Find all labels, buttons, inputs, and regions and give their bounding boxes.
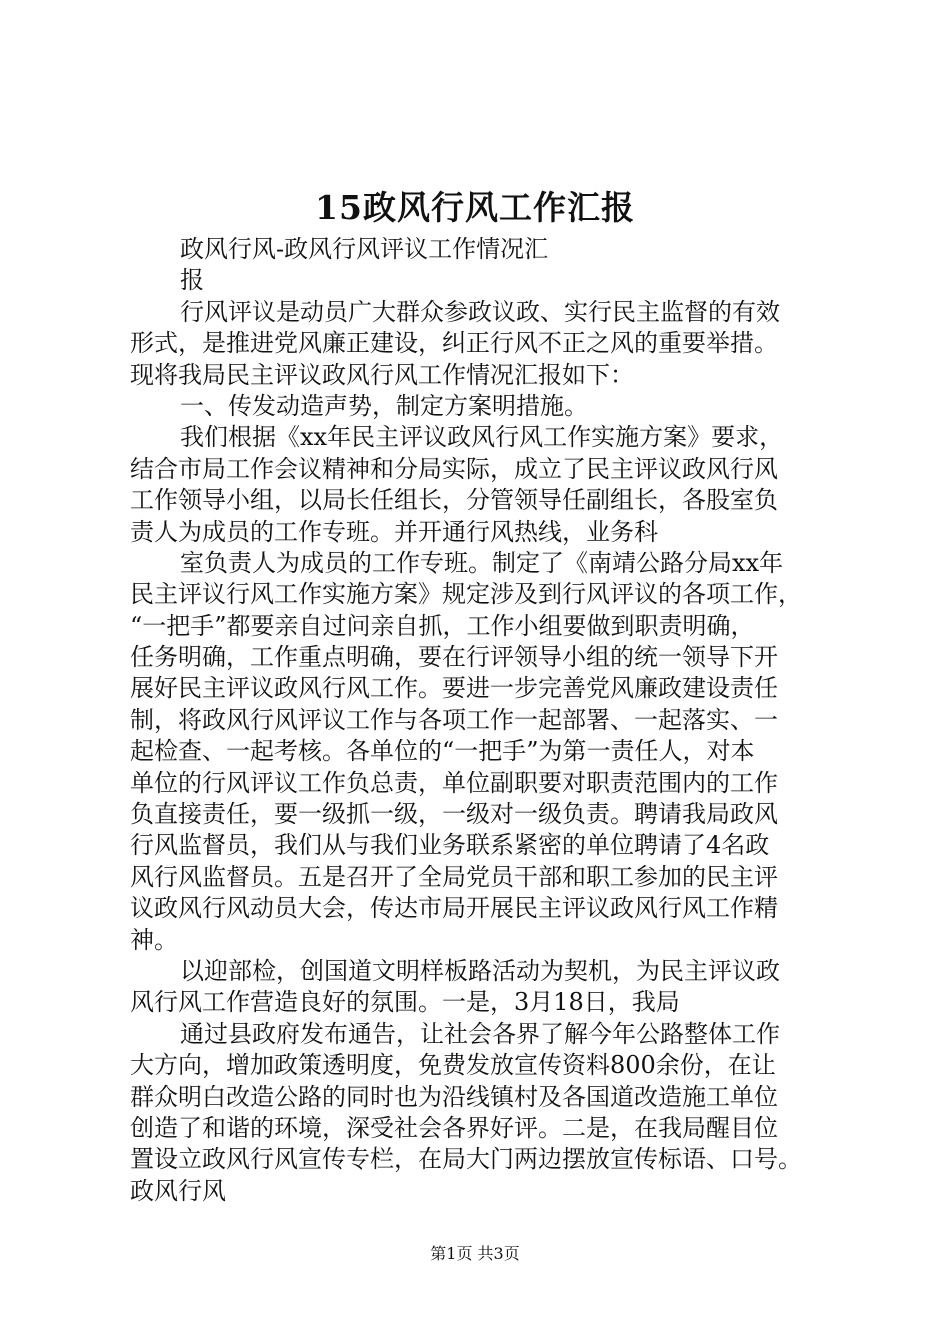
body-line: 报 [180,266,204,295]
body-line: 工作领导小组，以局长任组长，分管领导任副组长，各股室负 [130,486,778,515]
document-body [130,234,835,1207]
body-line: 制，将政风行风评议工作与各项工作一起部署、一起落实、一 [130,705,778,734]
page-footer: 第1页 共3页 [430,1244,520,1263]
body-line: 风行风监督员。五是召开了全局党员干部和职工参加的民主评 [130,862,778,891]
body-line: 室负责人为成员的工作专班。制定了《南靖公路分局xx年 [180,548,784,577]
body-line: 行风监督员，我们从与我们业务联系紧密的单位聘请了4名政 [130,831,770,860]
body-line: 展好民主评议政风行风工作。要进一步完善党风廉政建设责任 [130,674,778,703]
body-line: 创造了和谐的环境，深受社会各界好评。二是，在我局醒目位 [130,1113,778,1142]
body-line: 风行风工作营造良好的氛围。一是，3月18日，我局 [130,988,680,1017]
body-line: 神。 [130,925,178,954]
body-line: 一、传发动造声势，制定方案明措施。 [180,391,588,420]
body-line: 负直接责任，要一级抓一级，一级对一级负责。聘请我局政风 [130,800,778,829]
body-line: 群众明白改造公路的同时也为沿线镇村及各国道改造施工单位 [130,1082,778,1111]
body-line: 政风行风 [130,1176,226,1205]
body-line: 起检查、一起考核。各单位的“一把手”为第一责任人，对本 [130,737,755,766]
body-line: 政风行风-政风行风评议工作情况汇 [180,235,549,263]
document-title: 15政风行风工作汇报 [315,188,635,227]
body-line: “一把手”都要亲自过问亲自抓，工作小组要做到职责明确， [130,611,755,640]
body-line: 民主评议行风工作实施方案》规定涉及到行风评议的各项工作， [130,580,802,609]
body-line: 议政风行风动员大会，传达市局开展民主评议政风行风工作精 [130,894,778,923]
body-line: 大方向，增加政策透明度，免费发放宣传资料800余份，在让 [130,1051,776,1080]
body-line: 单位的行风评议工作负总责，单位副职要对职责范围内的工作 [130,768,778,797]
body-line: 置设立政风行风宣传专栏，在局大门两边摆放宣传标语、口号。 [130,1145,802,1174]
body-line: 形式，是推进党风廉正建设，纠正行风不正之风的重要举措。 [130,329,778,358]
body-line: 以迎部检，创国道文明样板路活动为契机，为民主评议政 [180,956,780,985]
body-line: 现将我局民主评议政风行风工作情况汇报如下： [130,360,634,389]
body-line: 通过县政府发布通告，让社会各界了解今年公路整体工作 [180,1019,780,1048]
body-line: 我们根据《xx年民主评议政风行风工作实施方案》要求， [180,423,784,452]
body-line: 行风评议是动员广大群众参政议政、实行民主监督的有效 [180,297,780,326]
body-line: 结合市局工作会议精神和分局实际，成立了民主评议政风行风 [130,454,778,483]
body-line: 任务明确，工作重点明确，要在行评领导小组的统一领导下开 [130,643,778,672]
body-line: 责人为成员的工作专班。并开通行风热线，业务科 [130,517,658,546]
